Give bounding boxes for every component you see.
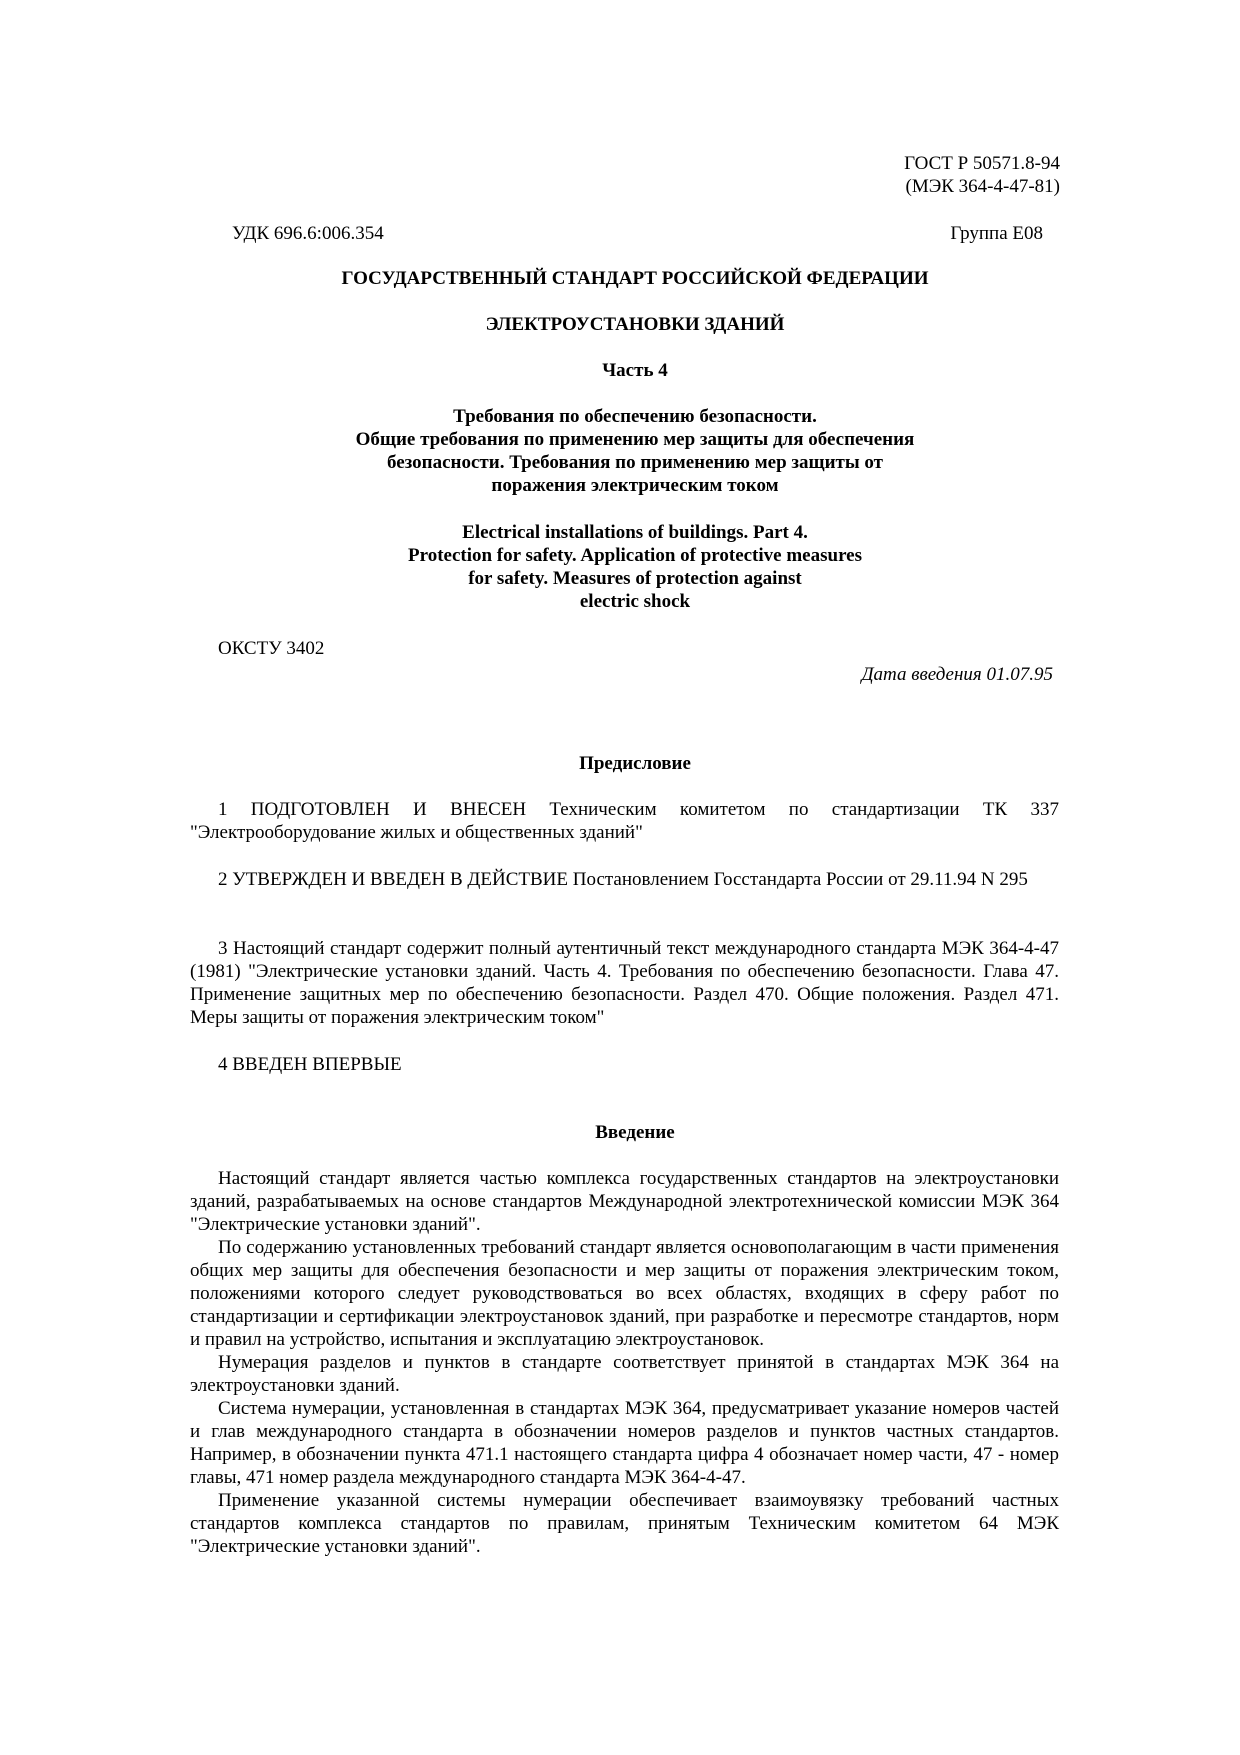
subtitle-ru [140,405,1130,497]
introduction-paragraph: Применение указанной системы нумерации обеспечивает взаимоувязку требований частных стандартов комплекса стандартов по правилам, принятым Техническим комитетом 64 МЭК "Электрические установки зданий". [190,1490,1059,1557]
introduction-body [190,1167,1059,1558]
foreword-item: 4 ВВЕДЕН ВПЕРВЫЕ [218,1054,402,1075]
subtitle-en-line: Electrical installations of buildings. Part 4. [462,522,808,543]
introduction-heading: Введение [595,1122,675,1143]
main-title: ЭЛЕКТРОУСТАНОВКИ ЗДАНИЙ [485,314,785,335]
foreword-item: 1 ПОДГОТОВЛЕН И ВНЕСЕН Техническим комитетом по стандартизации ТК 337 "Электрооборудование жилых и общественных зданий" [190,799,1059,843]
subtitle-en [140,521,1130,613]
subtitle-ru-line: безопасности. Требования по применению мер защиты от [386,452,884,473]
iec-number: (МЭК 364-4-47-81) [905,176,1060,197]
gost-number: ГОСТ Р 50571.8-94 [904,153,1060,174]
introduction-paragraph: Настоящий стандарт является частью комплекса государственных стандартов на электроустановки зданий, разрабатываемых на основе стандартов Международной электротехнической комиссии МЭК 364 "Электрические установки зданий". [190,1168,1059,1235]
introduction-paragraph: Нумерация разделов и пунктов в стандарте соответствует принятой в стандартах МЭК 364 на электроустановки зданий. [190,1352,1059,1396]
okstu-code: ОКСТУ 3402 [218,638,325,659]
foreword-heading: Предисловие [579,753,691,774]
foreword-item: 3 Настоящий стандарт содержит полный аутентичный текст международного стандарта МЭК 364-4-47 (1981) "Электрические установки зданий. Часть 4. Требования по обеспечению безопасности. Глава 47. Применение защитных мер по обеспечению безопасности. Раздел 470. Общие положения. Раздел 471. Меры защиты от поражения электрическим током" [190,938,1059,1028]
state-standard-title: ГОСУДАРСТВЕННЫЙ СТАНДАРТ РОССИЙСКОЙ ФЕДЕРАЦИИ [341,268,929,289]
introduction-date: Дата введения 01.07.95 [861,664,1053,685]
introduction-paragraph: По содержанию установленных требований стандарт является основополагающим в части применения общих мер защиты для обеспечения безопасности и мер защиты от поражения электрическим током, положениями которого следует руководствоваться во всех областях, входящих в сферу работ по стандартизации и сертификации электроустановок зданий, при разработке и пересмотре стандартов, норм и правил на устройство, испытания и эксплуатацию электроустановок. [190,1237,1059,1350]
introduction-paragraph: Система нумерации, установленная в стандартах МЭК 364, предусматривает указание номеров частей и глав международного стандарта в обозначении номеров разделов и пунктов частных стандартов. Например, в обозначении пункта 471.1 настоящего стандарта цифра 4 обозначает номер части, 47 - номер главы, 471 номер раздела международного стандарта МЭК 364-4-47. [190,1398,1059,1488]
subtitle-en-line: for safety. Measures of protection against [468,568,802,589]
subtitle-en-line: electric shock [579,591,691,612]
subtitle-en-line: Protection for safety. Application of protective measures [408,545,862,566]
subtitle-ru-line: поражения электрическим током [491,475,779,496]
group-code: Группа Е08 [950,223,1043,244]
udk-code: УДК 696.6:006.354 [232,223,384,244]
subtitle-ru-line: Требования по обеспечению безопасности. [453,406,817,427]
part-title: Часть 4 [602,360,668,381]
foreword-item: 2 УТВЕРЖДЕН И ВВЕДЕН В ДЕЙСТВИЕ Постановлением Госстандарта России от 29.11.94 N 295 [218,869,1028,890]
subtitle-ru-line: Общие требования по применению мер защиты для обеспечения [355,429,915,450]
